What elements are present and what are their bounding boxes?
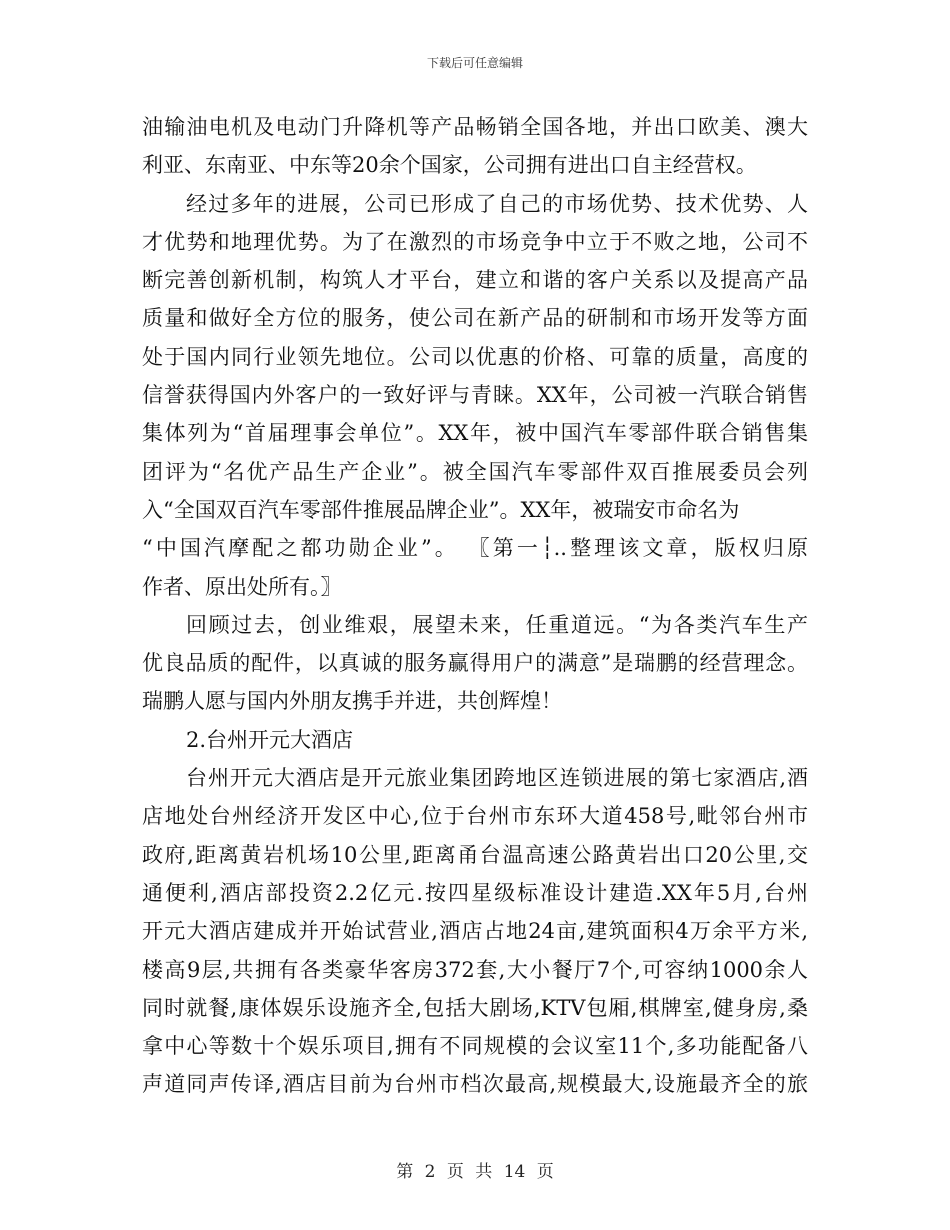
text-line: 优良品质的配件，以真诚的服务赢得用户的满意”是瑞鹏的经营理念。 (142, 651, 808, 676)
text-line: 回顾过去，创业维艰，展望未来，任重道远。“为各类汽车生产 (186, 612, 808, 637)
text-line: 同时就餐,康体娱乐设施齐全,包括大剧场,KTV包厢,棋牌室,健身房,桑 (142, 995, 808, 1020)
text-line: 拿中心等数十个娱乐项目,拥有不同规模的会议室11个,多功能配备八 (142, 1034, 808, 1059)
text-line: 作者、原出处所有。〗 (142, 574, 342, 599)
text-line: 通便利,酒店部投资2.2亿元.按四星级标准设计建造.XX年5月,台州 (142, 880, 808, 905)
text-line: 店地处台州经济开发区中心,位于台州市东环大道458号,毗邻台州市 (142, 804, 808, 829)
text-line: 质量和做好全方位的服务，使公司在新产品的研制和市场开发等方面 (142, 306, 808, 331)
text-line: 集体列为“首届理事会单位”。XX年，被中国汽车零部件联合销售集 (142, 421, 808, 446)
text-line: 才优势和地理优势。为了在激烈的市场竞争中立于不败之地，公司不 (142, 229, 808, 254)
page-header: 下载后可任意编辑 (426, 56, 523, 70)
text-line: 政府,距离黄岩机场10公里,距离甬台温高速公路黄岩出口20公里,交 (142, 842, 808, 867)
section-heading: 2.台州开元大酒店 (186, 727, 354, 752)
text-line: 处于国内同行业领先地位。公司以优惠的价格、可靠的质量，高度的 (142, 344, 808, 369)
text-line: 信誉获得国内外客户的一致好评与青睐。XX年，公司被一汽联合销售 (142, 383, 808, 408)
text-line: 声道同声传译,酒店目前为台州市档次最高,规模最大,设施最齐全的旅 (142, 1072, 808, 1097)
text-line: 油输油电机及电动门升降机等产品畅销全国各地，并出口欧美、澳大 (142, 115, 808, 139)
text-line: 开元大酒店建成并开始试营业,酒店占地24亩,建筑面积4万余平方米, (142, 919, 808, 944)
page-number-footer: 第 2 页 共 14 页 (396, 1162, 554, 1182)
text-line: 利亚、东南亚、中东等20余个国家，公司拥有进出口自主经营权。 (142, 153, 757, 178)
text-line: 瑞鹏人愿与国内外朋友携手并进，共创辉煌！ (142, 689, 562, 714)
document-body (142, 108, 808, 1104)
text-line: 楼高9层,共拥有各类豪华客房372套,大小餐厅7个,可容纳1000余人 (142, 957, 808, 982)
text-line: 入“全国双百汽车零部件推展品牌企业”。XX年，被瑞安市命名为 (142, 497, 740, 522)
text-line: “中国汽摩配之都功勋企业”。 〖第一┆..整理该文章，版权归原 (142, 536, 808, 561)
text-line: 断完善创新机制，构筑人才平台，建立和谐的客户关系以及提高产品 (142, 268, 808, 293)
text-line: 经过多年的进展，公司已形成了自己的市场优势、技术优势、人 (186, 191, 808, 216)
text-line: 团评为“名优产品生产企业”。被全国汽车零部件双百推展委员会列 (142, 459, 808, 484)
text-line: 台州开元大酒店是开元旅业集团跨地区连锁进展的第七家酒店,酒 (186, 766, 808, 791)
